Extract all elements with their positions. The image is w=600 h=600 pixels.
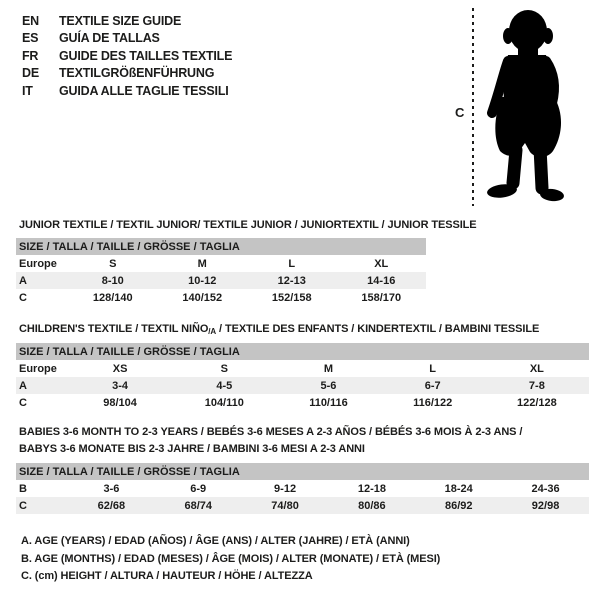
language-title: TEXTILE SIZE GUIDE (59, 14, 182, 28)
table-row-height (16, 289, 426, 306)
size-header-row (16, 463, 589, 480)
table-row-height (16, 394, 589, 411)
baby-silhouette-icon (480, 5, 570, 205)
legend-age-years: A. AGE (YEARS) / EDAD (AÑOS) / ÂGE (ANS) / ALTER (JAHRE) / ETÀ (ANNI) (21, 535, 410, 547)
height-cell: 74/80 (242, 497, 329, 514)
table-row-height (16, 497, 589, 514)
children-title-part2: / TEXTILE DES ENFANTS / KINDERTEXTIL / BAMBINI TESSILE (216, 323, 540, 335)
children-section-title (19, 321, 539, 340)
junior-section-title: JUNIOR TEXTILE / TEXTIL JUNIOR/ TEXTILE JUNIOR / JUNIORTEXTIL / JUNIOR TESSILE (19, 219, 477, 231)
age-cell: 6-9 (190, 482, 207, 495)
age-cell: 7-8 (485, 377, 589, 394)
age-cell: 14-16 (337, 272, 427, 289)
size-cell: XL (529, 362, 544, 375)
height-cell: 62/68 (68, 497, 155, 514)
language-row (22, 83, 232, 100)
size-cell: M (197, 257, 207, 270)
row-label-cell: C (19, 291, 27, 304)
table-row-age (16, 272, 426, 289)
height-cell: 80/86 (328, 497, 415, 514)
height-measure-label: C (455, 105, 465, 120)
age-cell: 9-12 (274, 482, 297, 495)
language-row (22, 30, 232, 47)
age-cell: 3-6 (103, 482, 120, 495)
table-row-age (16, 377, 589, 394)
height-cell: 68/74 (155, 497, 242, 514)
height-cell: 152/158 (271, 291, 312, 304)
age-cell: 5-6 (276, 377, 380, 394)
language-row (22, 48, 232, 65)
age-cell: 24-36 (531, 482, 560, 495)
language-row (22, 65, 232, 82)
age-cell: 10-12 (158, 272, 248, 289)
age-cell: 4-5 (172, 377, 276, 394)
size-cell: M (323, 362, 334, 375)
row-label-cell: C (16, 497, 68, 514)
size-cell: L (429, 362, 437, 375)
language-code: ES (22, 31, 39, 46)
height-cell: 110/116 (309, 396, 348, 409)
language-code: IT (22, 83, 33, 98)
size-header-label: SIZE / TALLA / TAILLE / GRÖSSE / TAGLIA (16, 463, 589, 480)
table-row-age-months (16, 480, 589, 497)
row-label-cell: B (19, 482, 27, 495)
babies-size-table (16, 463, 589, 514)
age-cell: 18-24 (444, 482, 473, 495)
row-label-cell: Europe (19, 257, 57, 270)
measurement-legend (21, 533, 440, 586)
size-header-label: SIZE / TALLA / TAILLE / GRÖSSE / TAGLIA (16, 238, 426, 255)
language-code: FR (22, 48, 39, 63)
language-title: GUÍA DE TALLAS (59, 31, 160, 46)
language-title: GUIDE DES TAILLES TEXTILE (59, 48, 233, 63)
children-size-table (16, 343, 589, 411)
size-cell: L (288, 257, 296, 270)
row-label-cell: Europe (19, 362, 57, 375)
size-cell: XS (112, 362, 128, 375)
table-row-europe (16, 360, 589, 377)
row-label-cell: C (19, 396, 27, 409)
size-cell: XL (374, 257, 389, 270)
age-cell: 8-10 (68, 272, 158, 289)
size-cell: S (220, 362, 228, 375)
height-measure-line (472, 8, 474, 206)
babies-title-line2: BABYS 3-6 MONATE BIS 2-3 JAHRE / BAMBINI 3-6 MESI A 2-3 ANNI (19, 443, 365, 455)
language-title: TEXTILGRÖßENFÜHRUNG (59, 66, 215, 81)
children-title-part1: CHILDREN'S TEXTILE / TEXTIL NIÑO (19, 323, 209, 335)
age-cell: 6-7 (381, 377, 485, 394)
size-cell: S (109, 257, 117, 270)
size-header-row (16, 343, 589, 360)
height-cell: 116/122 (413, 396, 453, 409)
size-header-row (16, 238, 426, 255)
row-label-cell: A (16, 272, 68, 289)
row-label-cell: A (16, 377, 68, 394)
height-cell: 122/128 (516, 396, 557, 409)
legend-age-months: B. AGE (MONTHS) / EDAD (MESES) / ÂGE (MOIS) / ALTER (MONATE) / ETÀ (MESI) (21, 552, 441, 565)
language-code: DE (22, 66, 39, 81)
age-cell: 12-18 (357, 482, 386, 495)
height-cell: 86/92 (415, 497, 502, 514)
size-header-label: SIZE / TALLA / TAILLE / GRÖSSE / TAGLIA (16, 343, 589, 360)
language-title: GUIDA ALLE TAGLIE TESSILI (59, 83, 229, 98)
height-cell: 128/140 (92, 291, 133, 304)
language-row (22, 13, 232, 30)
junior-size-table (16, 238, 426, 306)
height-cell: 140/152 (182, 291, 223, 304)
table-row-europe (16, 255, 426, 272)
babies-section-title (19, 424, 522, 458)
age-cell: 3-4 (68, 377, 172, 394)
height-cell: 98/104 (103, 396, 137, 409)
height-cell: 158/170 (361, 291, 402, 304)
language-code: EN (22, 14, 39, 28)
children-title-sub: /A (208, 327, 217, 336)
height-cell: 92/98 (502, 497, 589, 514)
language-title-block (22, 13, 232, 100)
height-cell: 104/110 (204, 396, 244, 409)
babies-title-line1: BABIES 3-6 MONTH TO 2-3 YEARS / BEBÉS 3-6 MESES A 2-3 AÑOS / BÉBÉS 3-6 MOIS À 2-3 ANS / (19, 426, 523, 438)
age-cell: 12-13 (247, 272, 337, 289)
legend-height: C. (cm) HEIGHT / ALTURA / HAUTEUR / HÖHE / ALTEZZA (21, 570, 313, 582)
